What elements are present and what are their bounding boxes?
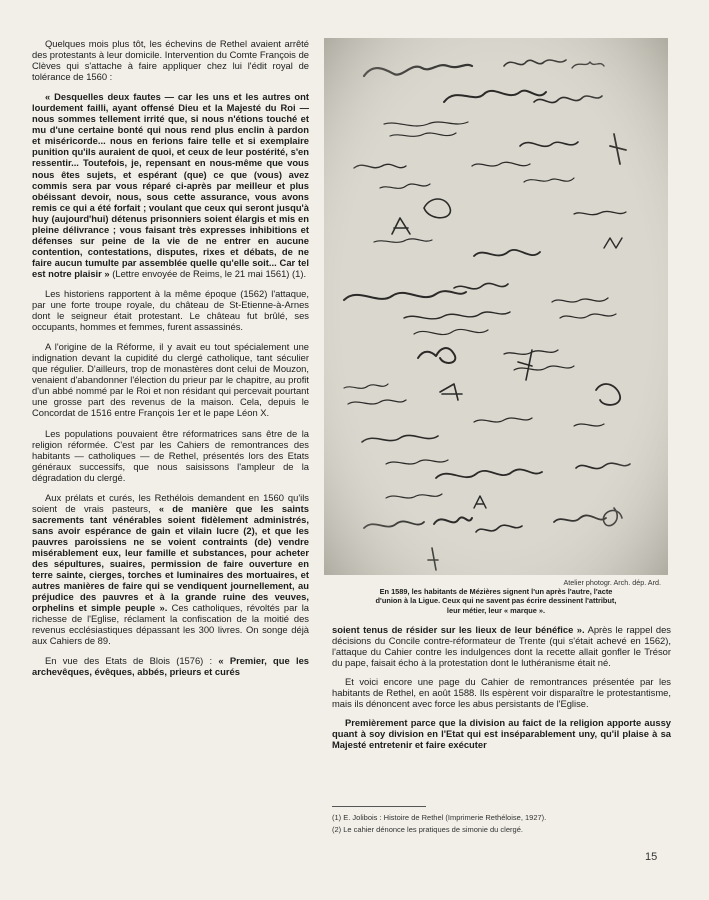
caption-line: leur métier, leur « marque ». bbox=[446, 605, 546, 615]
left-text-column bbox=[32, 38, 309, 686]
paragraph-7-quote: « Premier, que les archevêques, évêques, abbés, prieurs et curés bbox=[32, 655, 309, 678]
paragraph-4: A l'origine de la Réforme, il y avait eu tout spécialement une indignation devant la cupidité du clergé catholique, tant séculier que régulier. D'ailleurs, trop de monastères dont celui de Mouzon, venaient d'abandonner l'élection du prieur par le chapitre, au profit d'un abbé nommé par le Roi et non résidant qui percevait pourtant une grosse part des revenus de la maison. Cela, depuis le Concordat de 1516 entre François 1er et le pape Léon X. bbox=[32, 341, 309, 419]
footnote-divider bbox=[332, 806, 426, 807]
caption-line: d'union à la Ligue. Ceux qui ne savent pas écrire dessinent l'attribut, bbox=[375, 596, 617, 606]
figure-caption bbox=[324, 587, 668, 615]
paragraph-continued-tail: Après le rappel des décisions du Concile contre-réformateur de Trente (qui s'était achevé en 1562), l'attaque du Cahier contre les indulgences dont la recette allait gonfler le Trésor du pape, faisait écho à la protestation dont le luthéranisme était né. bbox=[332, 624, 671, 669]
paragraph-3: Les historiens rapportent à la même époque (1562) l'attaque, par une forte troupe royale, du château de St-Etienne-à-Arnes dont le seigneur était protestant. Le château fut brûlé, ses occupants, hommes et femmes, furent assassinés. bbox=[32, 287, 309, 333]
paragraph-continued bbox=[332, 624, 671, 668]
paragraph-continued-quote: soient tenus de résider sur les lieux de leur bénéfice ». bbox=[332, 624, 585, 635]
page-number: 15 bbox=[645, 851, 658, 863]
photo-credit: Atelier photogr. Arch. dép. Ard. bbox=[563, 578, 661, 587]
paragraph-rethel-1588: Et voici encore une page du Cahier de remontrances présentée par les habitants de Rethel, en août 1588. Ils espèrent voir disparaître le protestantisme, mais ils dénoncent avec force les abus persistants de l'Eglise. bbox=[332, 676, 671, 710]
handwritten-signatures-image bbox=[324, 38, 668, 575]
paragraph-6 bbox=[32, 492, 309, 647]
paragraph-1: Quelques mois plus tôt, les échevins de Rethel avaient arrêté des protestants à leur domicile. Intervention du Comte François de Clèves qui s'attache à faire appliquer chez lui l'édit royal de tolérance de 1560 : bbox=[32, 38, 309, 83]
paragraph-2 bbox=[32, 91, 309, 279]
paragraph-cahier-quote: Premièrement parce que la division au faict de la religion apporte aussy quant à soy division en l'Etat qui est inséparablement uny, qu'il plaise à sa Majesté entretenir et faire exécuter bbox=[332, 717, 671, 751]
paragraph-7-intro: En vue des Etats de Blois (1576) : bbox=[45, 655, 219, 667]
footnotes bbox=[332, 812, 671, 836]
paragraph-6-tail: Ces catholiques, révoltés par la richesse de l'Eglise, réclament la confiscation de la moitié des revenus ecclésiastiques dépassant les 300 livres. On songe déjà aux Cahiers de 89. bbox=[32, 602, 309, 647]
caption-line: En 1589, les habitants de Mézières signent l'un après l'autre, l'acte bbox=[379, 587, 613, 596]
right-text-column bbox=[332, 624, 671, 758]
signatures-photo bbox=[324, 38, 668, 575]
footnote-2: (2) Le cahier dénonce les pratiques de simonie du clergé. bbox=[332, 825, 523, 834]
quote-source: (Lettre envoyée de Reims, le 21 mai 1561) (1). bbox=[109, 267, 307, 279]
paragraph-5: Les populations pouvaient être réformatrices sans être de la religion réformée. C'est par les Cahiers de remontrances des habitants — catholiques — de Rethel, présentés lors des Etats généraux successifs, que nous saisissons l'ampleur de la dégradation du clergé. bbox=[32, 427, 309, 483]
quote-letter: « Desquelles deux fautes — car les uns et les autres ont lourdement failli, ayant offensé Dieu et la Majesté du Roi — nous sommes tellement irrité que, si nous n'étions touché et mu d'une certaine bonté qui nous rend plus enclin à pardon et miséricorde... nous en ferions faire telle et si exemplaire punition qu'ils auraient de quoi, et ceux de leur postérité, s'en ressentir... Toutefois, je, repensant en nous-même que vous nous êtes sujets, et espérant (que) ce que (vous) avez commis sera par vous réparé ci-après par meilleur et plus obéissant devoir, nous, sous cette assurance, vous avons remis ce qui a été forfait ; voulant que ceux qui seront jusqu'à huy (aujourd'hui) détenus prisonniers soient élargis et mis en pleine délivrance ; vous faisant très expresses inhibitions et défenses sur peine de la vie de ne entrer en aucune contention, contestations, disputes, rixes et débats, de ne faire aucun tumulte par assemblée quelle qu'elle soit... Car tel est notre plaisir » bbox=[32, 91, 309, 279]
paragraph-7 bbox=[32, 655, 309, 677]
footnote-1: (1) E. Jolibois : Histoire de Rethel (Imprimerie Rethéloise, 1927). bbox=[332, 813, 547, 822]
paragraph-6-intro: Aux prélats et curés, les Rethélois demandent en 1560 qu'ils soient de vrais pasteurs, bbox=[32, 491, 309, 514]
paragraph-6-quote: « de manière que les saints sacrements tant vénérables soient fidèlement administrés, sans avoir espérance de gain et vilain lucre (2), et que les pauvres paroissiens ne se voient contraints (de) vendre misérablement eux, leur famille et substances, pour acheter des sépultures, suaires, permission de faire ouverture en terre sainte, cierges, torches et luminaires des mortuaires, et autres manières de faire qui se vendiquent journellement, au préjudice des pauvres et à la grande ruine des veuves, orphelins et simple peuple ». bbox=[32, 502, 309, 614]
